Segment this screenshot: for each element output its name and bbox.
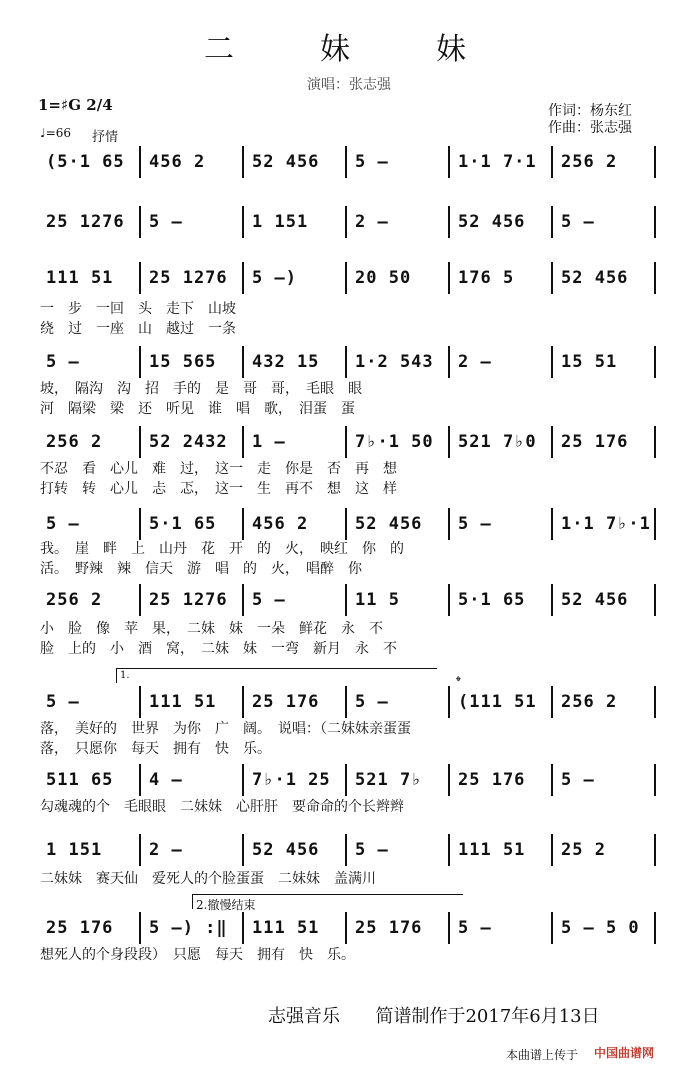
volta-first-label: 1. bbox=[120, 670, 130, 681]
measure-notes: 5·1 65 bbox=[149, 514, 217, 534]
bar-line bbox=[242, 426, 244, 458]
bar-line bbox=[139, 426, 141, 458]
lyric-line: 不忍 看 心儿 难 过， 这一 走 你是 否 再 想 bbox=[40, 461, 397, 477]
bar-line bbox=[551, 686, 553, 718]
measure-notes: 111 51 bbox=[149, 692, 217, 712]
bar-line bbox=[654, 426, 656, 458]
bar-line bbox=[448, 584, 450, 616]
measure-notes: 5 – bbox=[149, 212, 183, 232]
measure-notes: 5 – bbox=[355, 840, 389, 860]
lyric-line: 想死人的个身段段） 只愿 每天 拥有 快 乐。 bbox=[40, 947, 355, 963]
measure-notes: 2 – bbox=[149, 840, 183, 860]
bar-line bbox=[242, 262, 244, 294]
bar-line bbox=[448, 426, 450, 458]
composer-credit: 作曲：张志强 bbox=[548, 120, 632, 136]
bar-line bbox=[551, 426, 553, 458]
bar-line bbox=[551, 206, 553, 238]
measure-notes: 432 15 bbox=[252, 352, 320, 372]
measure-notes: 52 456 bbox=[561, 268, 629, 288]
measure-notes: 456 2 bbox=[252, 514, 309, 534]
measure-notes: 5·1 65 bbox=[458, 590, 526, 610]
notation-row bbox=[40, 590, 660, 620]
measure-notes: 25 176 bbox=[46, 918, 114, 938]
page-title: 二 妹 妹 bbox=[204, 32, 494, 67]
footer-credit bbox=[268, 1002, 600, 1028]
measure-notes: 52 456 bbox=[252, 840, 320, 860]
measure-notes: 25 176 bbox=[458, 770, 526, 790]
bar-line bbox=[448, 206, 450, 238]
singer-credit: 演唱：张志强 bbox=[307, 77, 391, 93]
measure-notes: 1 151 bbox=[252, 212, 309, 232]
lyric-line: 打转 转 心儿 忐 忑， 这一 生 再不 想 这 样 bbox=[40, 481, 397, 497]
bar-line bbox=[345, 146, 347, 178]
bar-line bbox=[242, 146, 244, 178]
measure-notes: 5 – bbox=[458, 514, 492, 534]
site-logo: 中国曲谱网 bbox=[594, 1046, 655, 1060]
volta-first-ending bbox=[116, 668, 437, 683]
volta-second-label: 2.撤慢结束 bbox=[196, 898, 256, 912]
bar-line bbox=[242, 508, 244, 540]
bar-line bbox=[448, 686, 450, 718]
bar-line bbox=[551, 346, 553, 378]
measure-notes: 25 2 bbox=[561, 840, 606, 860]
lyric-line: 我。 崖 畔 上 山丹 花 开 的 火， 映红 你 的 bbox=[40, 541, 404, 557]
bar-line bbox=[654, 584, 656, 616]
measure-notes: 176 5 bbox=[458, 268, 515, 288]
lyricist-credit: 作词：杨东红 bbox=[548, 103, 632, 119]
bar-line bbox=[448, 146, 450, 178]
measure-notes: 25 176 bbox=[252, 692, 320, 712]
bar-line bbox=[448, 508, 450, 540]
measure-notes: 5 – bbox=[46, 692, 80, 712]
bar-line bbox=[654, 834, 656, 866]
bar-line bbox=[448, 834, 450, 866]
measure-notes: 25 1276 bbox=[46, 212, 125, 232]
bar-line bbox=[654, 764, 656, 796]
bar-line bbox=[345, 346, 347, 378]
bar-line bbox=[139, 206, 141, 238]
bar-line bbox=[139, 508, 141, 540]
measure-notes: 5 – bbox=[355, 692, 389, 712]
bar-line bbox=[654, 146, 656, 178]
lyric-line: 落， 只愿你 每天 拥有 快 乐。 bbox=[40, 741, 271, 757]
bar-line bbox=[345, 262, 347, 294]
measure-notes: 5 –) :‖ bbox=[149, 918, 228, 938]
bar-line bbox=[139, 146, 141, 178]
bar-line bbox=[654, 346, 656, 378]
measure-notes: 15 565 bbox=[149, 352, 217, 372]
measure-notes: 52 2432 bbox=[149, 432, 228, 452]
bar-line bbox=[654, 262, 656, 294]
coda-sign: 𝄌 bbox=[456, 674, 461, 690]
footer-date: 简谱制作于2017年6月13日 bbox=[375, 1006, 600, 1027]
notation-row bbox=[40, 152, 660, 182]
bar-line bbox=[551, 508, 553, 540]
bar-line bbox=[551, 584, 553, 616]
lyric-line: 活。 野辣 辣 信天 游 唱 的 火， 唱醉 你 bbox=[40, 561, 362, 577]
measure-notes: 521 7♭0 bbox=[458, 432, 537, 452]
bar-line bbox=[139, 834, 141, 866]
bar-line bbox=[448, 912, 450, 944]
notation-row bbox=[40, 268, 660, 298]
bar-line bbox=[345, 686, 347, 718]
tempo-mark: ♩=66 bbox=[40, 126, 71, 140]
bar-line bbox=[551, 146, 553, 178]
key-signature: 1=♯G 2/4 bbox=[38, 96, 113, 114]
measure-notes: 20 50 bbox=[355, 268, 412, 288]
lyric-line: 勾魂魂的个 毛眼眼 二妹妹 心肝肝 要命命的个长辫辫 bbox=[40, 799, 404, 815]
bar-line bbox=[139, 584, 141, 616]
bar-line bbox=[139, 764, 141, 796]
notation-row bbox=[40, 840, 660, 870]
bar-line bbox=[448, 262, 450, 294]
measure-notes: 25 1276 bbox=[149, 590, 228, 610]
footer-brand: 志强音乐 bbox=[268, 1006, 340, 1027]
bar-line bbox=[345, 206, 347, 238]
measure-notes: 25 1276 bbox=[149, 268, 228, 288]
measure-notes: 52 456 bbox=[561, 590, 629, 610]
measure-notes: 5 – bbox=[46, 352, 80, 372]
measure-notes: 52 456 bbox=[355, 514, 423, 534]
measure-notes: 111 51 bbox=[458, 840, 526, 860]
measure-notes: 256 2 bbox=[46, 432, 103, 452]
measure-notes: 111 51 bbox=[252, 918, 320, 938]
bar-line bbox=[242, 686, 244, 718]
bar-line bbox=[242, 206, 244, 238]
measure-notes: 5 – 5 0 bbox=[561, 918, 640, 938]
bar-line bbox=[551, 912, 553, 944]
measure-notes: 5 – bbox=[252, 590, 286, 610]
measure-notes: 52 456 bbox=[458, 212, 526, 232]
measure-notes: 256 2 bbox=[561, 152, 618, 172]
lyric-line: 绕 过 一座 山 越过 一条 bbox=[40, 321, 236, 337]
measure-notes: 256 2 bbox=[561, 692, 618, 712]
bar-line bbox=[551, 764, 553, 796]
bar-line bbox=[551, 262, 553, 294]
bar-line bbox=[345, 584, 347, 616]
measure-notes: 5 – bbox=[355, 152, 389, 172]
measure-notes: 456 2 bbox=[149, 152, 206, 172]
lyric-line: 脸 上的 小 酒 窝， 二妹 妹 一弯 新月 永 不 bbox=[40, 641, 397, 657]
lyric-line: 坡， 隔沟 沟 招 手的 是 哥 哥， 毛眼 眼 bbox=[40, 381, 362, 397]
lyric-line: 一 步 一回 头 走下 山坡 bbox=[40, 301, 236, 317]
measure-notes: (111 51 bbox=[458, 692, 537, 712]
measure-notes: 7♭·1 25 bbox=[252, 770, 331, 790]
measure-notes: 111 51 bbox=[46, 268, 114, 288]
measure-notes: (5·1 65 bbox=[46, 152, 125, 172]
mood-mark: 抒情 bbox=[92, 130, 119, 145]
bar-line bbox=[242, 912, 244, 944]
bar-line bbox=[448, 764, 450, 796]
measure-notes: 511 65 bbox=[46, 770, 114, 790]
bar-line bbox=[654, 508, 656, 540]
bar-line bbox=[345, 764, 347, 796]
measure-notes: 521 7♭ bbox=[355, 770, 423, 790]
bar-line bbox=[242, 584, 244, 616]
measure-notes: 7♭·1 50 bbox=[355, 432, 434, 452]
lyric-line: 小 脸 像 苹 果， 二妹 妹 一朵 鲜花 永 不 bbox=[40, 621, 383, 637]
bar-line bbox=[448, 346, 450, 378]
bar-line bbox=[551, 834, 553, 866]
measure-notes: 1 151 bbox=[46, 840, 103, 860]
measure-notes: 1·1 7♭·1 bbox=[561, 514, 651, 534]
bar-line bbox=[139, 262, 141, 294]
upload-note: 本曲谱上传于 bbox=[506, 1048, 579, 1062]
lyric-line: 二妹妹 赛天仙 爱死人的个脸蛋蛋 二妹妹 盖满川 bbox=[40, 871, 376, 887]
measure-notes: 5 – bbox=[458, 918, 492, 938]
measure-notes: 5 – bbox=[46, 514, 80, 534]
bar-line bbox=[345, 834, 347, 866]
measure-notes: 4 – bbox=[149, 770, 183, 790]
measure-notes: 2 – bbox=[355, 212, 389, 232]
bar-line bbox=[242, 346, 244, 378]
measure-notes: 1 – bbox=[252, 432, 286, 452]
measure-notes: 52 456 bbox=[252, 152, 320, 172]
bar-line bbox=[139, 686, 141, 718]
lyric-line: 落， 美好的 世界 为你 广 阔。 说唱：（二妹妹亲蛋蛋 bbox=[40, 721, 411, 737]
bar-line bbox=[242, 834, 244, 866]
notation-row bbox=[40, 212, 660, 242]
bar-line bbox=[654, 206, 656, 238]
bar-line bbox=[242, 764, 244, 796]
bar-line bbox=[654, 686, 656, 718]
measure-notes: 2 – bbox=[458, 352, 492, 372]
measure-notes: 1·2 543 bbox=[355, 352, 434, 372]
measure-notes: 5 – bbox=[561, 212, 595, 232]
bar-line bbox=[345, 426, 347, 458]
measure-notes: 256 2 bbox=[46, 590, 103, 610]
bar-line bbox=[139, 912, 141, 944]
measure-notes: 5 –) bbox=[252, 268, 297, 288]
measure-notes: 11 5 bbox=[355, 590, 400, 610]
bar-line bbox=[345, 912, 347, 944]
lyric-line: 河 隔梁 梁 还 听见 谁 唱 歌， 泪蛋 蛋 bbox=[40, 401, 355, 417]
measure-notes: 1·1 7·1 bbox=[458, 152, 537, 172]
measure-notes: 25 176 bbox=[355, 918, 423, 938]
measure-notes: 5 – bbox=[561, 770, 595, 790]
bar-line bbox=[654, 912, 656, 944]
measure-notes: 15 51 bbox=[561, 352, 618, 372]
measure-notes: 25 176 bbox=[561, 432, 629, 452]
bar-line bbox=[139, 346, 141, 378]
bar-line bbox=[345, 508, 347, 540]
